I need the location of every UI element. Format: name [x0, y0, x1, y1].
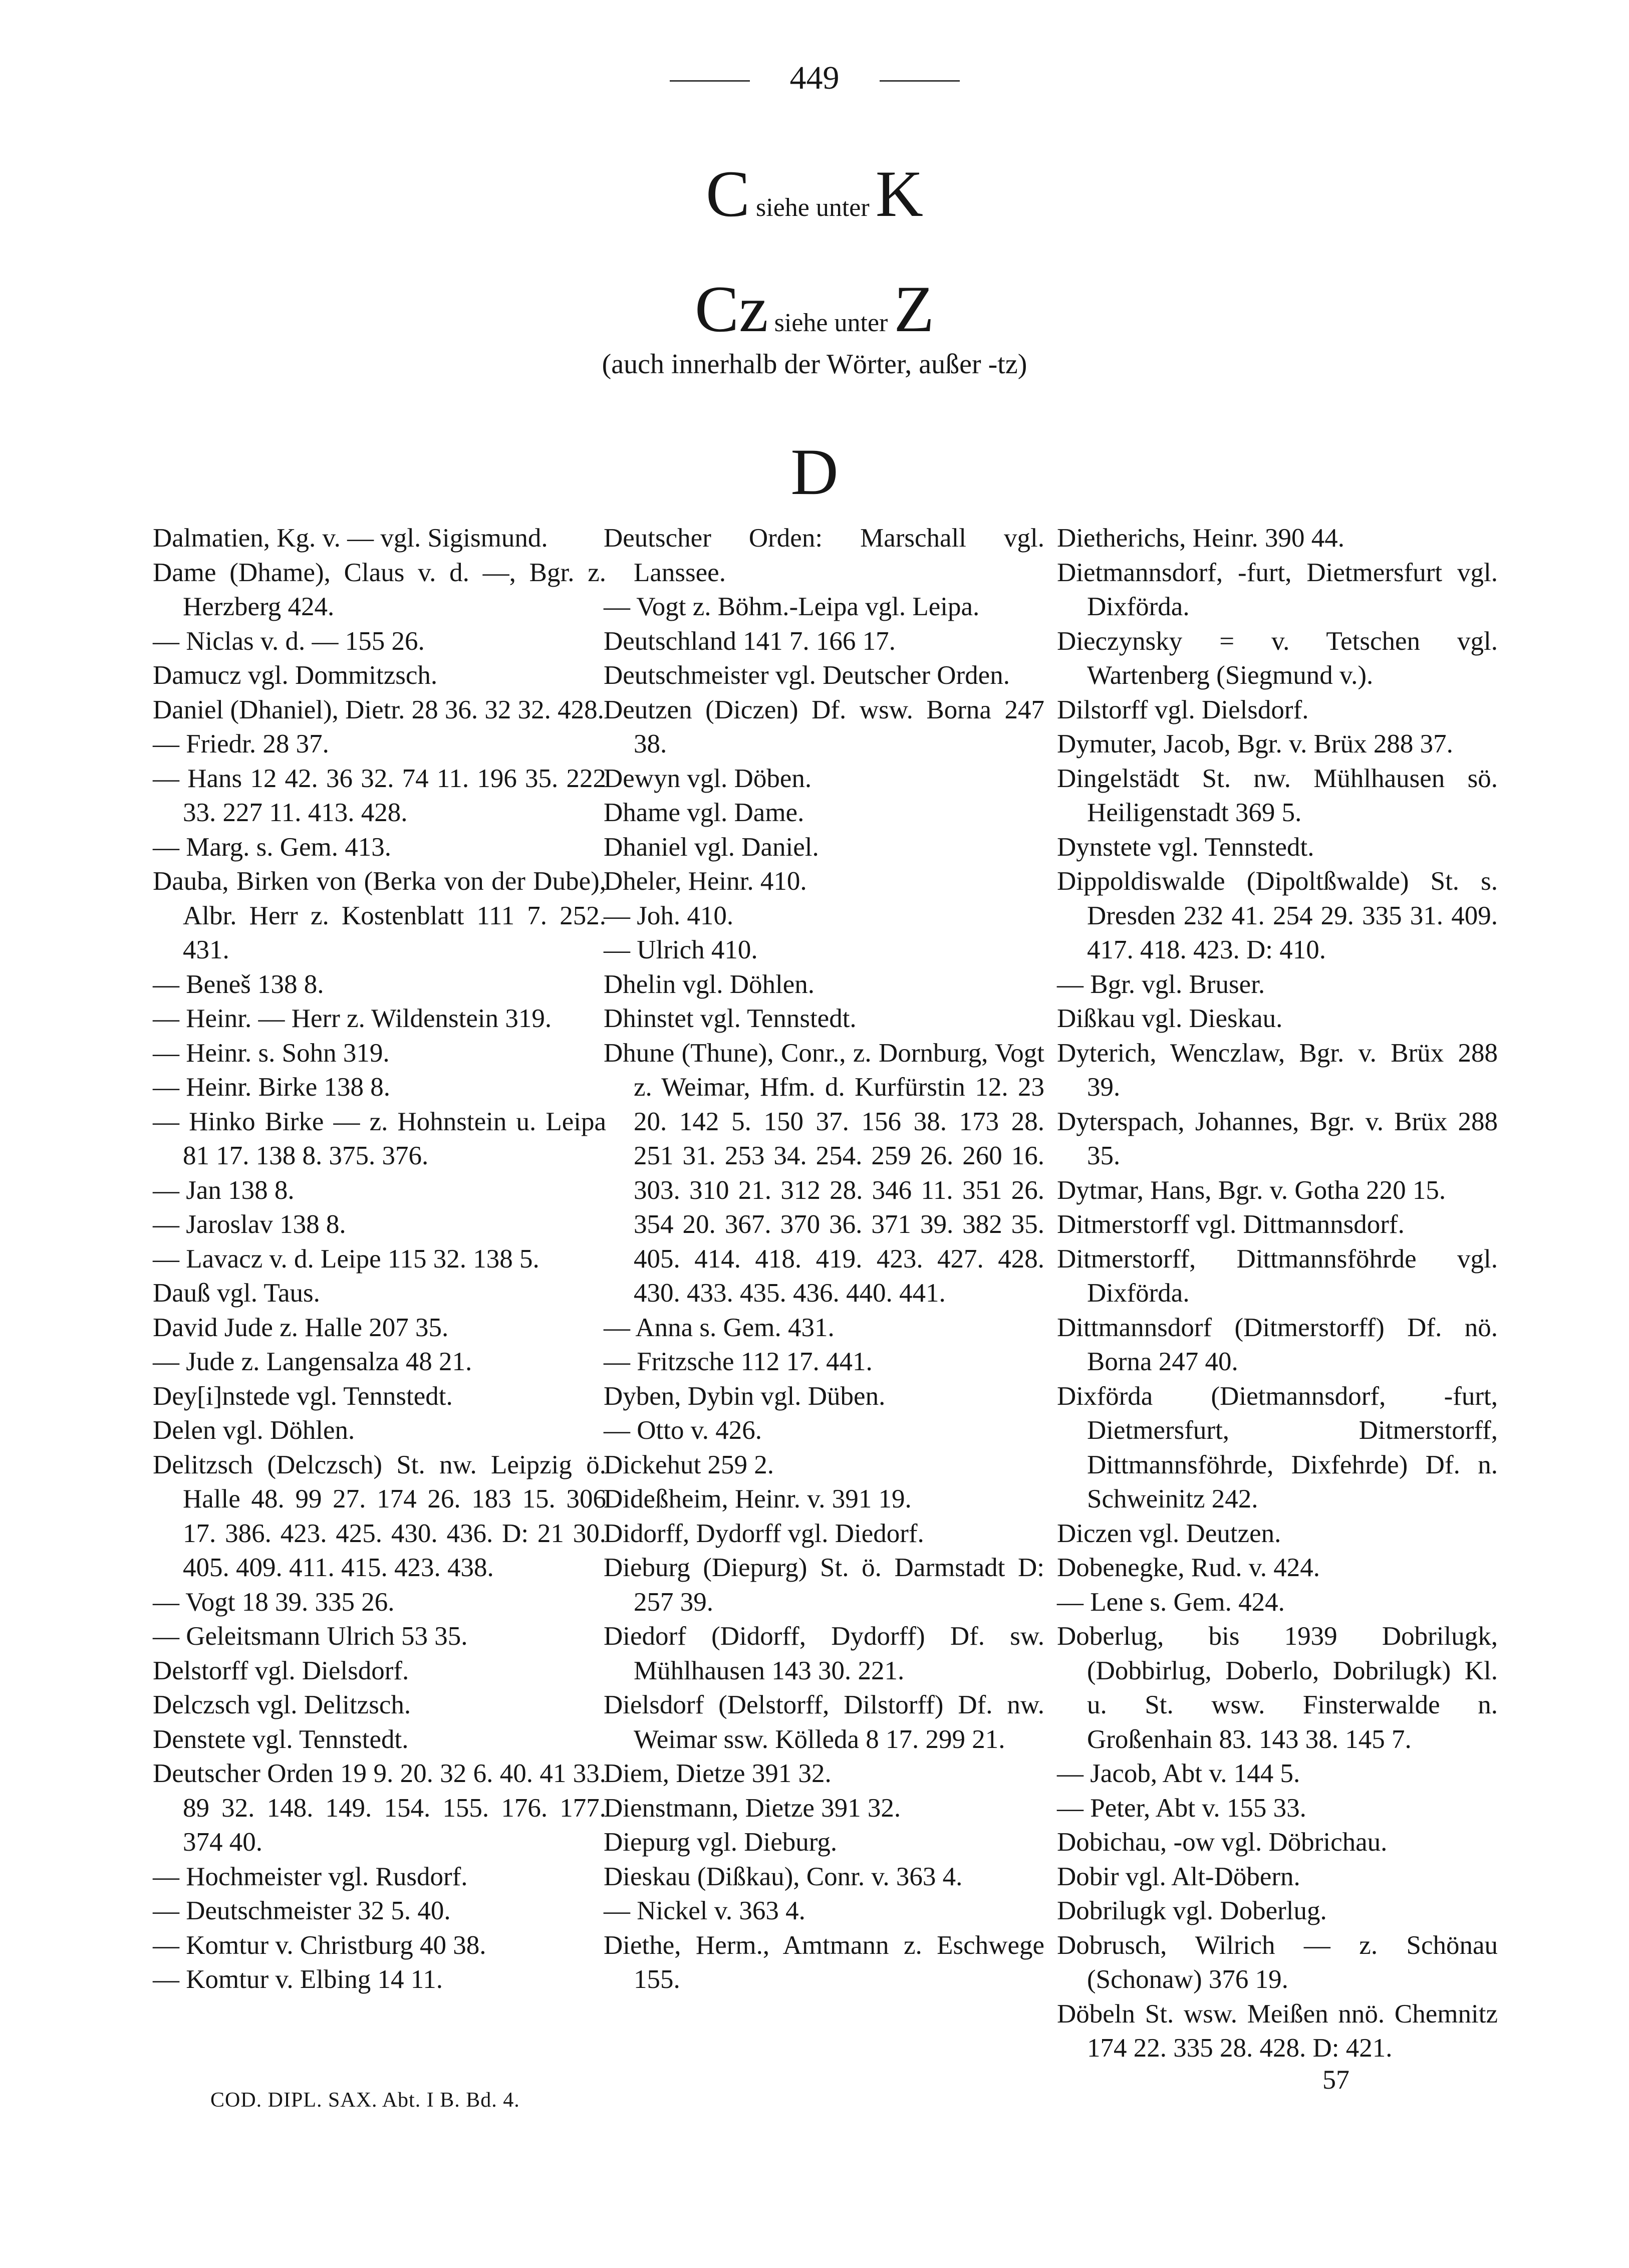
cross-reference-c [0, 155, 1629, 232]
index-column-2 [604, 521, 1044, 1997]
index-entry: Deutscher Orden 19 9. 20. 32 6. 40. 41 33. 89 32. 148. 149. 154. 155. 176. 177. 374 40. [153, 1759, 606, 1857]
index-entry: — Heinr. s. Sohn 319. [153, 1038, 390, 1068]
index-entry: — Hinko Birke — z. Hohnstein u. Leipa 81 17. 138 8. 375. 376. [153, 1107, 606, 1170]
index-entry: Ditmerstorff vgl. Dittmannsdorf. [1057, 1210, 1405, 1239]
section-letter: D [790, 435, 839, 509]
index-entry: — Deutschmeister 32 5. 40. [153, 1896, 451, 1925]
index-entry: — Geleitsmann Ulrich 53 35. [153, 1622, 468, 1651]
index-entry: — Ulrich 410. [604, 935, 758, 964]
index-entry: Dienstmann, Dietze 391 32. [604, 1793, 901, 1823]
index-entry: Dobir vgl. Alt-Döbern. [1057, 1862, 1300, 1891]
xref-text: siehe unter [774, 309, 888, 337]
index-entry: Dheler, Heinr. 410. [604, 867, 807, 896]
xref-target: Z [894, 272, 934, 346]
index-entry: Dietherichs, Heinr. 390 44. [1057, 524, 1345, 553]
index-entry: Dynstete vgl. Tennstedt. [1057, 832, 1314, 862]
xref-text: siehe unter [756, 193, 870, 222]
index-entry: — Otto v. 426. [604, 1416, 762, 1445]
index-entry: — Jude z. Langensalza 48 21. [153, 1347, 472, 1376]
footer-sheet-number: 57 [1322, 2065, 1349, 2095]
index-entry: Dymuter, Jacob, Bgr. v. Brüx 288 37. [1057, 729, 1453, 759]
index-entry: — Joh. 410. [604, 901, 734, 930]
index-entry: Delstorff vgl. Dielsdorf. [153, 1656, 409, 1685]
index-entry: Deutscher Orden: Marschall vgl. Lanssee. [604, 524, 1044, 587]
cz-note: (auch innerhalb der Wörter, außer -tz) [602, 349, 1027, 380]
index-entry: — Beneš 138 8. [153, 969, 324, 999]
page-number-line [0, 59, 1629, 97]
index-entry: Dickehut 259 2. [604, 1450, 774, 1479]
index-entry: — Hochmeister vgl. Rusdorf. [153, 1862, 468, 1891]
index-entry: Dixförda (Dietmannsdorf, -furt, Dietmersfurt, Ditmerstorff, Dittmannsföhrde, Dixfehrde) Df. n. Schweinitz 242. [1057, 1381, 1498, 1514]
index-entry: Diczen vgl. Deutzen. [1057, 1519, 1281, 1548]
index-entry: — Nickel v. 363 4. [604, 1896, 805, 1925]
index-entry: Dhelin vgl. Döhlen. [604, 969, 815, 999]
index-entry: Deutzen (Diczen) Df. wsw. Borna 247 38. [604, 695, 1044, 759]
index-entry: Diethe, Herm., Amtmann z. Eschwege 155. [604, 1930, 1044, 1994]
index-entry: — Peter, Abt v. 155 33. [1057, 1793, 1306, 1823]
index-entry: Dyterich, Wenczlaw, Bgr. v. Brüx 288 39. [1057, 1038, 1498, 1102]
index-entry: — Jan 138 8. [153, 1175, 295, 1205]
index-entry: Dyterspach, Johannes, Bgr. v. Brüx 288 35. [1057, 1107, 1498, 1170]
index-entry: Diem, Dietze 391 32. [604, 1759, 832, 1788]
xref-letter: Cz [695, 272, 768, 346]
index-entry: Dippoldiswalde (Dipoltßwalde) St. s. Dresden 232 41. 254 29. 335 31. 409. 417. 418. 423. D: 410. [1057, 867, 1498, 964]
index-entry: Dhune (Thune), Conr., z. Dornburg, Vogt z. Weimar, Hfm. d. Kurfürstin 12. 23 20. 142 5. 150 37. 156 38. 173 28. 251 31. 253 34. 254. 259 26. 260 16. 303. 310 21. 312 28. 346 11. 351 26. 354 20. 367. 370 36. 371 39. 382 35. 405. 414. 418. 419. 423. 427. 428. 430. 433. 435. 436. 440. 441. [604, 1038, 1044, 1308]
index-entry: Dieburg (Diepurg) St. ö. Darmstadt D: 257 39. [604, 1553, 1044, 1617]
index-entry: Dame (Dhame), Claus v. d. —, Bgr. z. Herzberg 424. [153, 558, 606, 621]
index-entry: — Jaroslav 138 8. [153, 1210, 346, 1239]
index-entry: Dielsdorf (Delstorff, Dilstorff) Df. nw. Weimar ssw. Kölleda 8 17. 299 21. [604, 1690, 1044, 1754]
index-column-3 [1057, 521, 1498, 2066]
index-entry: — Lavacz v. d. Leipe 115 32. 138 5. [153, 1244, 539, 1274]
index-entry: Dingelstädt St. nw. Mühlhausen sö. Heiligenstadt 369 5. [1057, 764, 1498, 827]
index-entry: Dieczynsky = v. Tetschen vgl. Wartenberg (Siegmund v.). [1057, 626, 1498, 690]
page-number: 449 [789, 60, 840, 96]
index-entry: Daniel (Dhaniel), Dietr. 28 36. 32 32. 428. [153, 695, 604, 724]
index-entry: Dideßheim, Heinr. v. 391 19. [604, 1484, 912, 1514]
index-entry: Dobrusch, Wilrich — z. Schönau (Schonaw) 376 19. [1057, 1930, 1498, 1994]
index-entry: Delen vgl. Döhlen. [153, 1416, 355, 1445]
index-entry: Deutschmeister vgl. Deutscher Orden. [604, 661, 1010, 690]
xref-target: K [875, 157, 924, 230]
index-entry: — Vogt 18 39. 335 26. [153, 1587, 395, 1617]
index-entry: — Fritzsche 112 17. 441. [604, 1347, 873, 1376]
index-entry: Dietmannsdorf, -furt, Dietmersfurt vgl. Dixförda. [1057, 558, 1498, 621]
decorative-rule-right [880, 80, 960, 82]
index-entry: Dyben, Dybin vgl. Düben. [604, 1381, 886, 1411]
index-entry: Dilstorff vgl. Dielsdorf. [1057, 695, 1309, 724]
index-entry: Dalmatien, Kg. v. — vgl. Sigismund. [153, 524, 548, 553]
index-entry: Delczsch vgl. Delitzsch. [153, 1690, 411, 1719]
index-entry: David Jude z. Halle 207 35. [153, 1313, 449, 1342]
index-entry: — Niclas v. d. — 155 26. [153, 626, 425, 656]
index-entry: — Vogt z. Böhm.-Leipa vgl. Leipa. [604, 592, 980, 621]
index-entry: — Bgr. vgl. Bruser. [1057, 969, 1265, 999]
index-entry: Dhinstet vgl. Tennstedt. [604, 1004, 857, 1033]
index-entry: — Komtur v. Christburg 40 38. [153, 1930, 486, 1960]
index-entry: Delitzsch (Delczsch) St. nw. Leipzig ö. Halle 48. 99 27. 174 26. 183 15. 306 17. 386. 423. 425. 430. 436. D: 21 30. 405. 409. 411. 415. 423. 438. [153, 1450, 606, 1582]
index-entry: — Friedr. 28 37. [153, 729, 329, 759]
xref-letter: C [705, 157, 750, 230]
footer-signature: COD. DIPL. SAX. Abt. I B. Bd. 4. [210, 2089, 520, 2112]
index-column-1 [153, 521, 606, 1997]
index-entry: Denstete vgl. Tennstedt. [153, 1724, 409, 1754]
index-entry: Dytmar, Hans, Bgr. v. Gotha 220 15. [1057, 1175, 1446, 1205]
index-entry: — Heinr. Birke 138 8. [153, 1073, 390, 1102]
index-entry: Dittmannsdorf (Ditmerstorff) Df. nö. Borna 247 40. [1057, 1313, 1498, 1376]
index-entry: — Hans 12 42. 36 32. 74 11. 196 35. 222 33. 227 11. 413. 428. [153, 764, 606, 827]
index-entry: Deutschland 141 7. 166 17. [604, 626, 896, 656]
cross-reference-cz [0, 271, 1629, 347]
index-entry: Dey[i]nstede vgl. Tennstedt. [153, 1381, 453, 1411]
index-entry: Dobrilugk vgl. Doberlug. [1057, 1896, 1327, 1925]
index-entry: Ditmerstorff, Dittmannsföhrde vgl. Dixförda. [1057, 1244, 1498, 1308]
index-entry: Diedorf (Didorff, Dydorff) Df. sw. Mühlhausen 143 30. 221. [604, 1622, 1044, 1685]
index-entry: — Heinr. — Herr z. Wildenstein 319. [153, 1004, 552, 1033]
index-entry: Dauba, Birken von (Berka von der Dube), Albr. Herr z. Kostenblatt 111 7. 252. 431. [153, 867, 606, 964]
index-entry: Doberlug, bis 1939 Dobrilugk, (Dobbirlug, Doberlo, Dobrilugk) Kl. u. St. wsw. Finsterwalde n. Großenhain 83. 143 38. 145 7. [1057, 1622, 1498, 1754]
index-entry: Döbeln St. wsw. Meißen nnö. Chemnitz 174 22. 335 28. 428. D: 421. [1057, 1999, 1498, 2063]
index-entry: — Jacob, Abt v. 144 5. [1057, 1759, 1300, 1788]
index-entry: — Komtur v. Elbing 14 11. [153, 1965, 443, 1994]
index-entry: Dobenegke, Rud. v. 424. [1057, 1553, 1320, 1582]
index-entry: Dhame vgl. Dame. [604, 798, 804, 827]
index-entry: Diepurg vgl. Dieburg. [604, 1828, 838, 1857]
index-entry: — Lene s. Gem. 424. [1057, 1587, 1285, 1617]
index-entry: Dauß vgl. Taus. [153, 1279, 320, 1308]
index-entry: Dobichau, -ow vgl. Döbrichau. [1057, 1828, 1388, 1857]
index-entry: Dißkau vgl. Dieskau. [1057, 1004, 1283, 1033]
decorative-rule-left [670, 80, 750, 82]
index-entry: Dieskau (Dißkau), Conr. v. 363 4. [604, 1862, 963, 1891]
index-entry: Dewyn vgl. Döben. [604, 764, 812, 793]
index-entry: Didorff, Dydorff vgl. Diedorf. [604, 1519, 924, 1548]
index-entry: Dhaniel vgl. Daniel. [604, 832, 819, 862]
index-entry: — Anna s. Gem. 431. [604, 1313, 835, 1342]
index-entry: Damucz vgl. Dommitzsch. [153, 661, 438, 690]
index-entry: — Marg. s. Gem. 413. [153, 832, 391, 862]
